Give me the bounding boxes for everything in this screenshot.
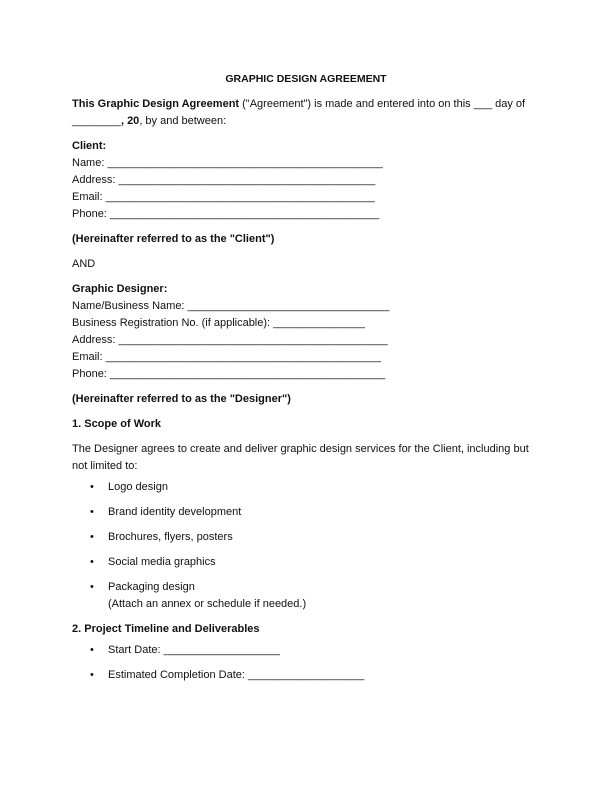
intro-paragraph [72, 96, 540, 130]
intro-bold-lead: This Graphic Design Agreement [72, 98, 240, 110]
list-item-text: Brand identity development [108, 506, 242, 518]
bullet-icon: • [90, 506, 94, 518]
bullet-icon: • [90, 581, 94, 593]
client-referred: (Hereinafter referred to as the "Client") [72, 233, 275, 245]
and-text: AND [72, 258, 96, 270]
client-name-field: Name: _____________________________________________ [72, 157, 383, 169]
list-item [72, 642, 540, 659]
list-item [72, 667, 540, 684]
client-phone-field: Phone: ____________________________________________ [72, 208, 380, 220]
designer-name-field: Name/Business Name: _________________________________ [72, 300, 390, 312]
document-body [72, 72, 540, 692]
list-item-text: Social media graphics [108, 556, 216, 568]
list-item-text: Packaging design [108, 581, 195, 593]
section1-paragraph: The Designer agrees to create and deliver graphic design services for the Client, including but not limited to: [72, 443, 529, 472]
designer-email-field: Email: _____________________________________________ [72, 351, 381, 363]
designer-registration-field: Business Registration No. (if applicable): _______________ [72, 317, 365, 329]
annex-note: (Attach an annex or schedule if needed.) [108, 598, 307, 610]
document-title: GRAPHIC DESIGN AGREEMENT [225, 73, 387, 85]
designer-block [72, 281, 540, 383]
intro-year: , 20 [120, 115, 140, 127]
list-item [72, 504, 540, 521]
scope-list [72, 479, 540, 613]
bullet-icon: • [90, 531, 94, 543]
intro-date-blank: ________ [72, 115, 121, 127]
timeline-list [72, 642, 540, 684]
completion-date-field: Estimated Completion Date: ___________________ [108, 669, 365, 681]
list-item [72, 579, 540, 613]
bullet-icon: • [90, 644, 94, 656]
designer-phone-field: Phone: _____________________________________________ [72, 368, 386, 380]
bullet-icon: • [90, 669, 94, 681]
client-block [72, 138, 540, 223]
section2-heading: 2. Project Timeline and Deliverables [72, 623, 260, 635]
list-item [72, 479, 540, 496]
list-item [72, 554, 540, 571]
client-address-field: Address: __________________________________________ [72, 174, 376, 186]
section1-heading: 1. Scope of Work [72, 418, 162, 430]
intro-text-end: , by and between: [139, 115, 227, 127]
list-item-text: Logo design [108, 481, 168, 493]
client-email-field: Email: ____________________________________________ [72, 191, 375, 203]
designer-heading: Graphic Designer: [72, 283, 168, 295]
intro-text: ("Agreement") is made and entered into on this ___ day of [239, 98, 526, 110]
bullet-icon: • [90, 481, 94, 493]
list-item-text: Brochures, flyers, posters [108, 531, 233, 543]
start-date-field: Start Date: ___________________ [108, 644, 280, 656]
list-item [72, 529, 540, 546]
designer-referred: (Hereinafter referred to as the "Designer") [72, 393, 291, 405]
designer-address-field: Address: ____________________________________________ [72, 334, 388, 346]
bullet-icon: • [90, 556, 94, 568]
client-heading: Client: [72, 140, 107, 152]
